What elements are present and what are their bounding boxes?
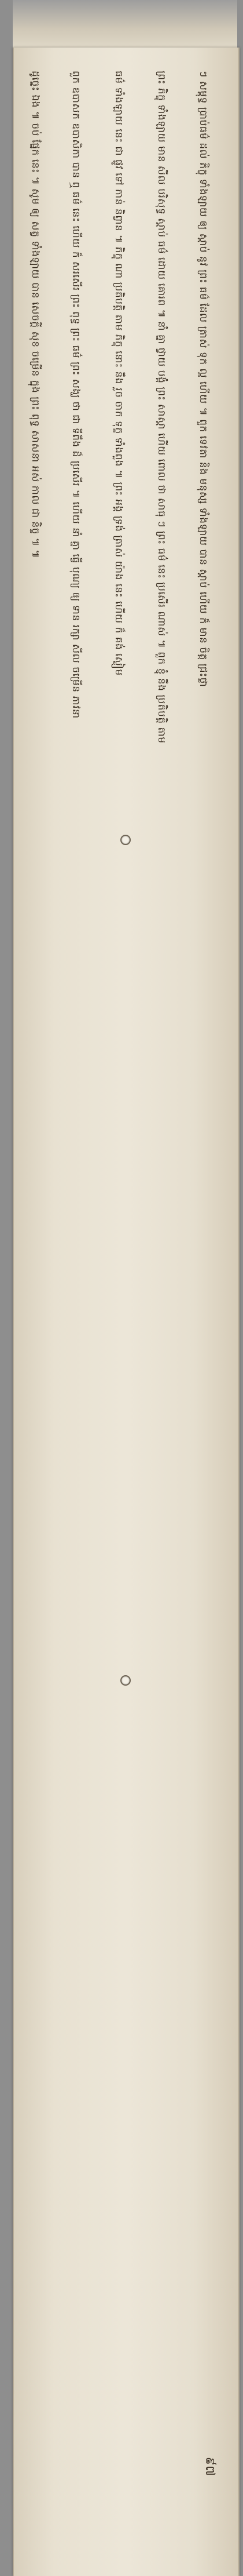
manuscript-line-4: ពួក ឧបាសក ឧបាសិកា បាន ឮ ធម៌ នេះ ហើយ ក៏ សរសើរ ព្រះ ពុទ្ធ ព្រះ ធម៌ ព្រះ សង្ឃ ថា ជា ទីពឹង ដ៏ ប្រសើរ ៕ ហើយ នាំ គ្នា ធ្វើ បុណ្យ ឲ្យ ទាន រក្សា សីល ចម្រើន ភាវនា xyxy=(70,71,82,719)
manuscript-line-5: ដូច្នេះ ឯង ៕ ចប់ ផ្នែក នេះ ៕ សូម ឲ្យ សត្វ ទាំងឡាយ បាន សេចក្ដី សុខ ចម្រើន ក្នុង ព្រះ ពុទ្ធ សាសនា អស់ កាល ជា និច្ច ៕ ៕ xyxy=(30,71,41,559)
folio-number: ៩៧ xyxy=(203,2457,217,2476)
manuscript-line-2: ព្រះ ភិក្ខុ ទាំងឡាយ មាន សីល បរិសុទ្ធ ស្ដាប់ ធម៌ ដោយ គោរព ៕ នាំ គ្នា ថ្វាយ បង្គំ ព្រះ សាស្ដា ហើយ ពោល ថា សាធុ ៗ ព្រះ ធម៌ នេះ ប្រសើរ ណាស់ ៕ ពួក ខ្ញុំ នឹង ប្រតិបត្តិ តាម xyxy=(156,71,167,744)
string-hole-upper xyxy=(120,835,131,845)
string-hole-lower xyxy=(120,1675,131,1686)
palm-leaf-manuscript xyxy=(13,48,240,2576)
manuscript-line-3: ធម៌ ទាំងឡាយ នេះ ជា ផ្លូវ ទៅ កាន់ និព្វាន ៕ ភិក្ខុ ណា ប្រតិបត្តិ តាម ភិក្ខុ នោះ នឹង រួច ចាក ទុក្ខ ទាំងពួង ៕ ព្រះ អង្គ ទ្រង់ ត្រាស់ យ៉ាង នេះ ហើយ ក៏ គង់ ស្ងៀម xyxy=(113,71,124,676)
manuscript-line-1: ៗ សម្ពុទ្ធ ប្រាប់ធម៌ ដល់ ភិក្ខុ ទាំងឡាយ ឲ្យ ស្ដាប់ នូវ ព្រះ ធម៌ ដែល ត្រាស់ ទុក ល្អ ហើយ ៕ ពួក ទេវតា និង មនុស្ស ទាំងឡាយ បាន ស្ដាប់ ហើយ ក៏ មាន ចិត្ត ជ្រះថ្លា xyxy=(197,71,209,687)
leaf-top-edge xyxy=(13,0,237,52)
